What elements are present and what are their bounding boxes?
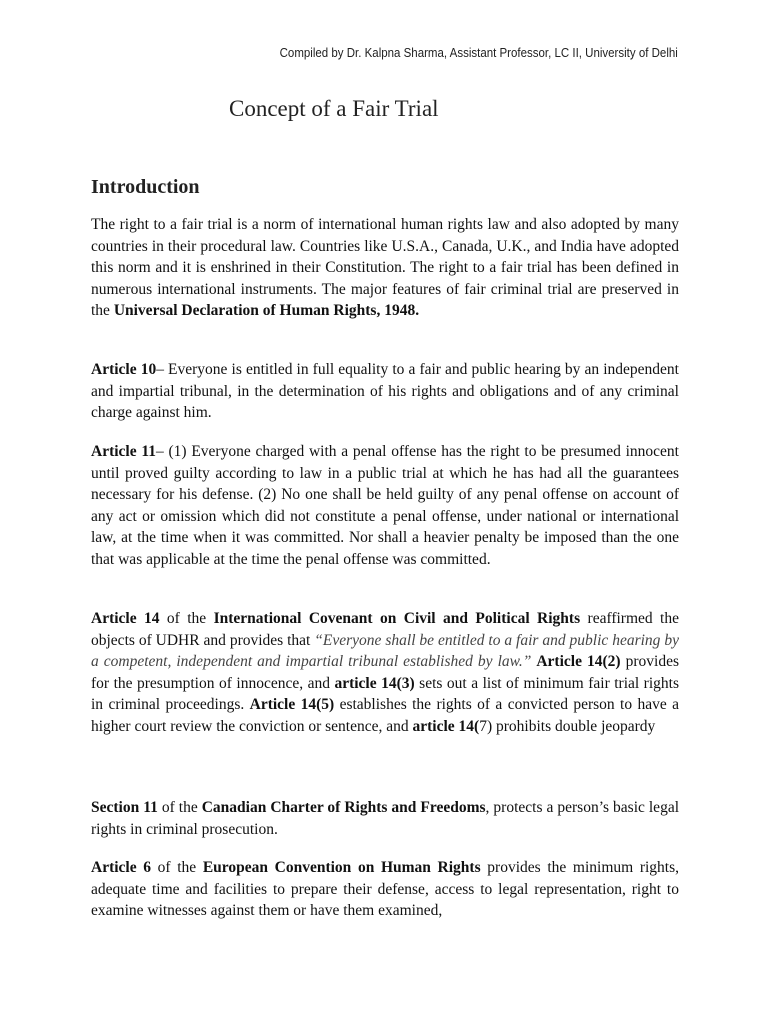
section-11-of-the: of the [157,799,202,816]
udhr-reference: Universal Declaration of Human Rights, 1948. [113,302,420,319]
article-11-paragraph [91,441,679,570]
article-14-text-4: establishes the rights of a convicted person to have a higher court review the conviction or sentence, and [91,696,680,735]
document-title: Concept of a Fair Trial [229,96,439,121]
article-11-text: – (1) Everyone charged with a penal offense has the right to be presumed innocent until proved guilty according to law in a public trial at which he has had all the guarantees necessary for his defense. (2) No one shall be held guilty of any penal offense on account of any act or omission which did not constitute a penal offense, under national or international law, at the time when it was committed. Nor shall a heavier penalty be imposed than the one that was applicable at the time the penal offense was committed. [91,443,679,568]
article-6-of-the: of the [151,859,203,876]
intro-paragraph [91,214,679,322]
article-14-text-5: prohibits double jeopardy [492,717,656,735]
article-14-text-2: provides for the presumption of innocence, and [91,653,679,692]
article-14-of-the: of the [159,610,214,627]
article-14-quote: “Everyone shall be entitled to a fair and public hearing by a competent, independent and impartial tribunal established by law.” [91,631,679,670]
article-14-text-3: sets out a list of minimum fair trial rights in criminal proceedings. [91,674,679,713]
section-11-paragraph [91,797,679,840]
article-14-7-label-end: 7) [479,717,493,735]
article-14-paragraph [91,608,679,737]
article-14-7-label: article 14( [412,717,480,735]
article-14-label: Article 14 [91,610,160,627]
article-6-label: Article 6 [91,859,152,876]
article-10-text: – Everyone is entitled in full equality to a fair and public hearing by an independent and impartial tribunal, in the determination of his rights and obligations and of any criminal charge against him. [91,361,679,421]
compiled-by-header: Compiled by Dr. Kalpna Sharma, Assistant Professor, LC II, University of Delhi [279,46,678,60]
iccpr-reference: International Covenant on Civil and Political Rights [213,610,581,627]
article-10-paragraph [91,359,679,424]
article-11-label: Article 11 [91,443,156,460]
section-11-label: Section 11 [91,799,158,816]
canadian-charter-reference: Canadian Charter of Rights and Freedoms [201,799,486,816]
article-14-2-label: Article 14(2) [536,653,621,670]
article-6-paragraph [91,857,679,922]
article-10-label: Article 10 [91,361,157,378]
section-11-text: , protects a person’s basic legal rights in criminal prosecution. [91,799,679,838]
article-14-text-1: reaffirmed the objects of UDHR and provides that [91,610,679,649]
echr-reference: European Convention on Human Rights [202,859,481,876]
article-14-3-label: article 14(3) [334,674,415,692]
article-6-text: provides the minimum rights, adequate time and facilities to prepare their defense, access to legal representation, right to examine witnesses against them or have them examined, [91,859,680,919]
article-14-5-label: Article 14(5) [249,696,335,713]
section-heading-introduction: Introduction [91,176,200,198]
intro-text: The right to a fair trial is a norm of international human rights law and also adopted by many countries in their procedural law. Countries like U.S.A., Canada, U.K., and India have adopted this norm and it is enshrined in their Constitution. The right to a fair trial has been defined in numerous international instruments. The major features of fair criminal trial are preserved in the [91,216,679,319]
